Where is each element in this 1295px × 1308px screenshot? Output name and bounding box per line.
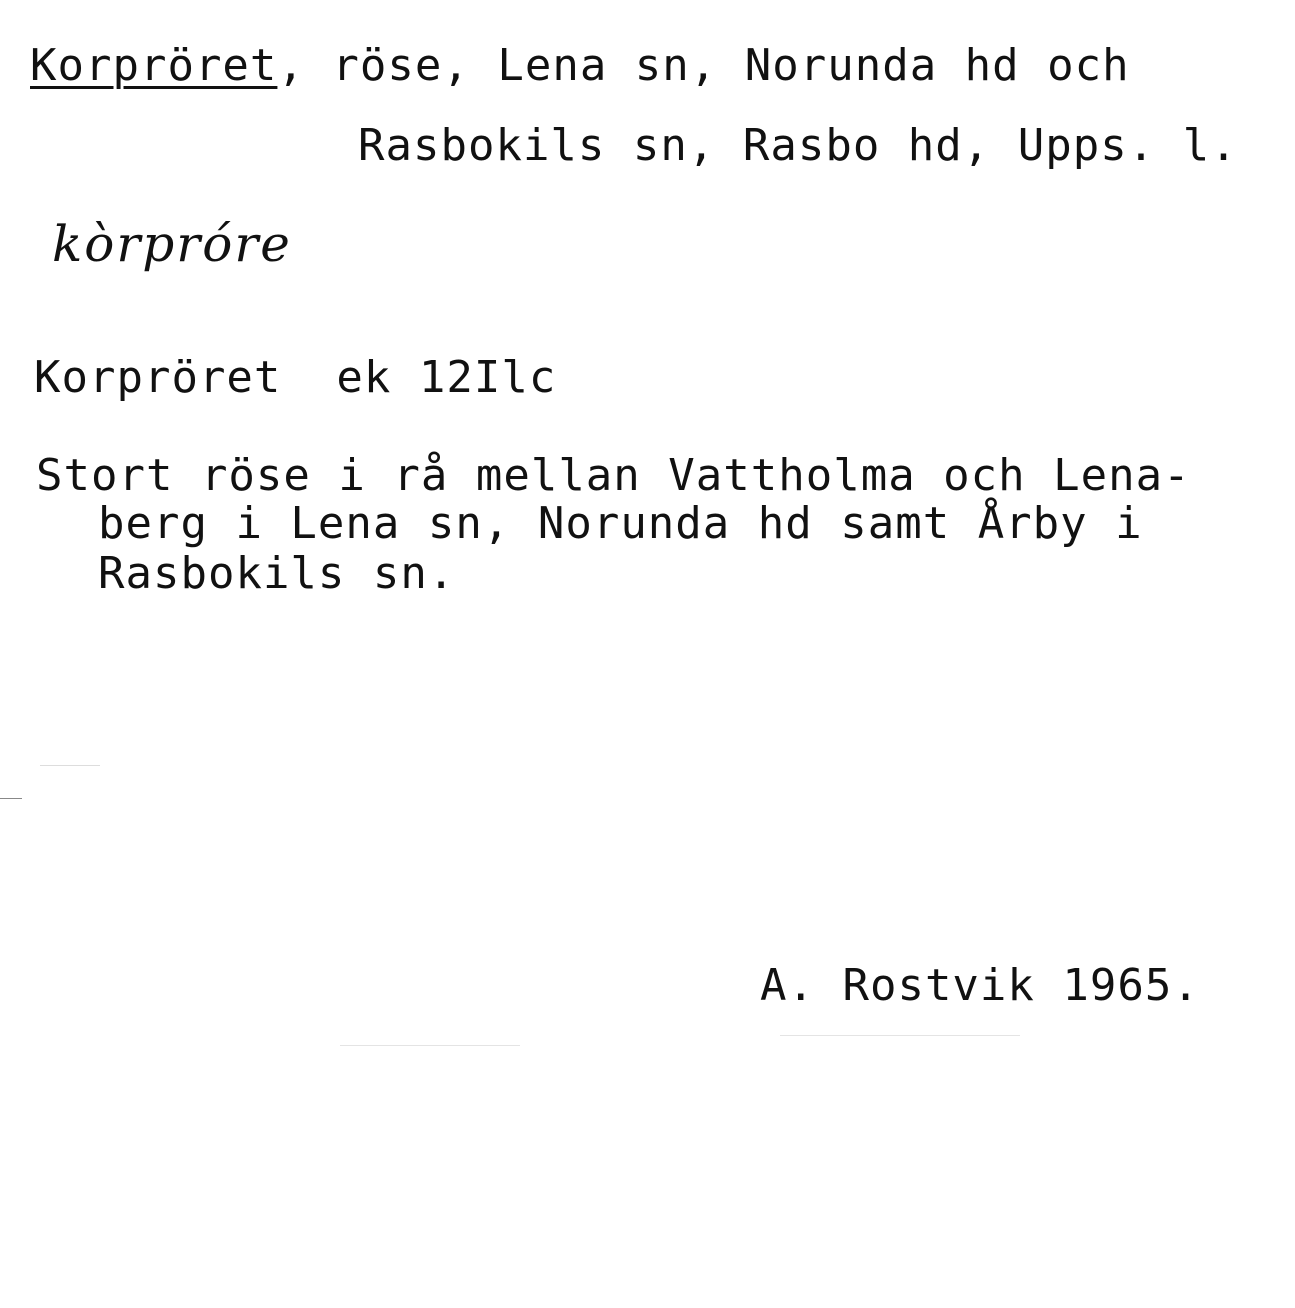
scan-speck bbox=[340, 1045, 520, 1046]
entry-header-line bbox=[30, 40, 1130, 92]
description-line-1: Stort röse i rå mellan Vattholma och Lena- bbox=[36, 450, 1191, 501]
description-line-2: berg i Lena sn, Norunda hd samt Årby i bbox=[98, 498, 1143, 549]
handwritten-pronunciation: kòrpróre bbox=[52, 215, 292, 273]
scan-speck bbox=[780, 1035, 1020, 1036]
signature: A. Rostvik 1965. bbox=[760, 960, 1200, 1011]
scan-speck bbox=[0, 798, 22, 799]
entry-location-line: Rasbokils sn, Rasbo hd, Upps. l. bbox=[358, 120, 1238, 171]
map-reference-line: Korpröret ek 12Ilc bbox=[34, 352, 557, 403]
scan-speck bbox=[40, 765, 100, 766]
header-rest: , röse, Lena sn, Norunda hd och bbox=[277, 40, 1130, 91]
description-line-3: Rasbokils sn. bbox=[98, 548, 456, 599]
headword: Korpröret bbox=[30, 40, 278, 91]
